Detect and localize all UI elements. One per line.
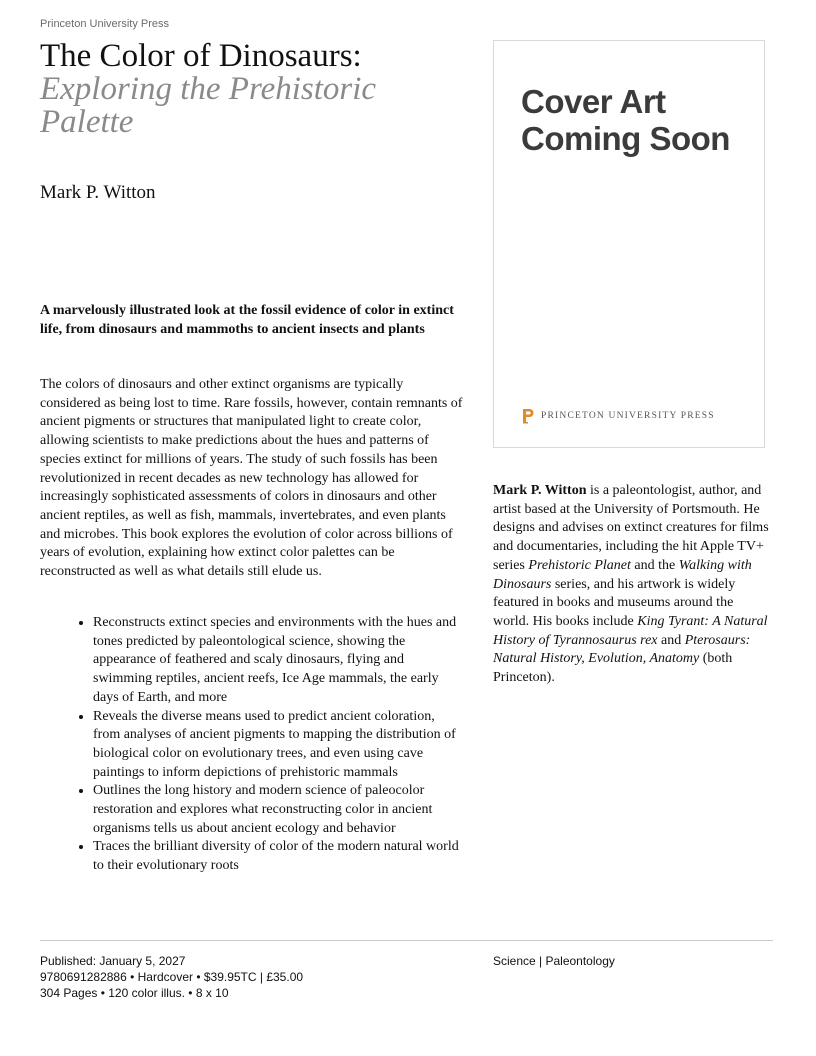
- book-specs: 304 Pages • 120 color illus. • 8 x 10: [40, 986, 229, 1001]
- bio-book-title: King Tyrant: A Natural History of Tyrannosaurus rex: [493, 613, 768, 648]
- feature-list: [40, 614, 465, 876]
- cover-coming-soon-text: [521, 83, 761, 157]
- publication-info: [40, 953, 303, 1002]
- book-title-main: The Color of Dinosaurs:: [40, 38, 362, 74]
- bio-series-title: Prehistoric Planet: [528, 557, 631, 573]
- feature-item: • Traces the brilliant diversity of color of the modern natural world to their evolutionary roots: [93, 838, 465, 875]
- logo-wordmark: PRINCETON UNIVERSITY PRESS: [541, 411, 715, 421]
- bio-text: and: [657, 632, 685, 648]
- bio-book-title: Pterosaurs: Natural History, Evolution, Anatomy: [493, 632, 751, 667]
- bio-text: (both Princeton).: [493, 651, 733, 686]
- book-author: Mark P. Witton: [40, 182, 156, 203]
- subject-category: Science | Paleontology: [493, 954, 615, 968]
- publisher-logo: [521, 408, 715, 424]
- cover-line-2: Coming Soon: [521, 120, 730, 157]
- publication-date: Published: January 5, 2027: [40, 954, 186, 968]
- bio-text: and the: [630, 557, 679, 573]
- author-bio: [493, 482, 769, 688]
- cover-line-1: Cover Art: [521, 83, 666, 120]
- book-tagline: A marvelously illustrated look at the fossil evidence of color in extinct life, from dinosaurs and mammoths to ancient insects and plants: [40, 303, 454, 337]
- feature-item: • Reveals the diverse means used to predict ancient coloration, from analyses of ancient pigments to mapping the distribution of biological color on evolutionary trees, and even using cave paintings to inform depictions of prehistoric mammals: [93, 708, 465, 783]
- princeton-p-icon: [521, 408, 535, 424]
- book-subtitle: Exploring the Prehistoric Palette: [40, 71, 377, 140]
- feature-item: • Reconstructs extinct species and environments with the hues and tones predicted by paleontological science, showing the appearance of feathered and scaly dinosaurs, flying and swimming reptiles, ancient reefs, Ice Age mammals, the early days of Earth, and more: [93, 614, 465, 708]
- bio-author-name: Mark P. Witton: [493, 483, 587, 498]
- bio-series-title: Walking with Dinosaurs: [493, 557, 752, 592]
- footer-divider: [40, 940, 773, 941]
- feature-item: • Outlines the long history and modern science of paleocolor restoration and explores what reconstructing color in ancient organisms tells us about ancient ecology and behavior: [93, 782, 465, 838]
- publisher-name: Princeton University Press: [40, 18, 169, 30]
- bio-text: is a paleontologist, author, and artist based at the University of Portsmouth. He designs and advises on extinct creatures for films and documentaries, including the hit Apple TV+ series: [493, 483, 769, 573]
- cover-placeholder: [493, 40, 765, 448]
- book-title: [40, 40, 460, 139]
- book-description: The colors of dinosaurs and other extinct organisms are typically considered as being lost to time. Rare fossils, however, contain remnants of ancient pigments or structures that manipulated light to create color, allowing scientists to make predictions about the hues and patterns of species extinct for millions of years. The study of such fossils has been revolutionized in recent decades as new technology has allowed for increasingly sophisticated assessments of colors in dinosaurs and other ancient reptiles, as well as fish, mammals, invertebrates, and even plants and microbes. This book explores the evolution of color across billions of years of evolution, explaining how extinct color palettes can be reconstructed as well as what details still elude us.: [40, 377, 463, 580]
- isbn-price: 9780691282886 • Hardcover • $39.95TC | £35.00: [40, 970, 304, 985]
- bio-text: series, and his artwork is widely featured in books and museums around the world. His books include: [493, 576, 736, 629]
